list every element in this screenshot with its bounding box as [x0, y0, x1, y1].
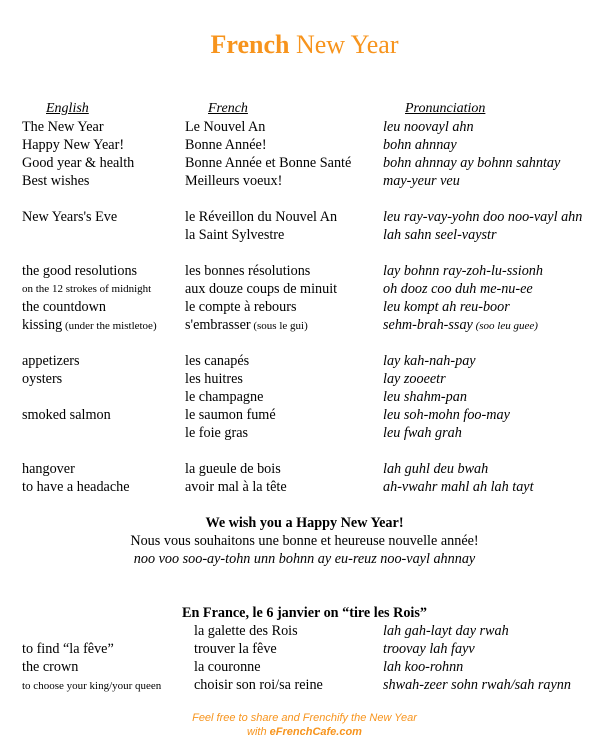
pronunciation-term: lah guhl deu bwah	[383, 461, 489, 477]
french-term: Bonne Année et Bonne Santé	[185, 155, 352, 171]
english-term: the countdown	[22, 299, 106, 315]
vocab-row	[0, 226, 609, 244]
vocab-row	[0, 424, 609, 442]
french-term: trouver la fêve	[194, 641, 277, 657]
french-term: le foie gras	[185, 425, 249, 441]
french-term: avoir mal à la tête	[185, 479, 287, 495]
pronunciation-term: ah-vwahr mahl ah lah tayt	[383, 479, 534, 495]
vocab-row	[0, 388, 609, 406]
english-term: the crown	[22, 659, 79, 675]
english-note: (under the mistletoe)	[62, 320, 157, 332]
english-term	[22, 316, 157, 335]
vocab-row	[0, 118, 609, 136]
vocab-row	[0, 316, 609, 334]
vocab-row	[0, 172, 609, 190]
site-link[interactable]: eFrenchCafe.com	[269, 726, 362, 738]
english-term: to choose your king/your queen	[22, 680, 162, 692]
vocab-row	[0, 280, 609, 298]
footer-with: with	[247, 726, 270, 738]
english-term: Best wishes	[22, 173, 90, 189]
vocab-row	[0, 154, 609, 172]
pronunciation-term: troovay lah fayv	[383, 641, 475, 657]
wish-pronunciation: noo voo soo-ay-tohn unn bohnn ay eu-reuz noo-vayl ahnnay	[133, 551, 476, 567]
header-english: English	[46, 101, 89, 116]
pronunciation-term: lah gah-layt day rwah	[383, 623, 509, 639]
french-term: Meilleurs voeux!	[185, 173, 283, 189]
vocab-row	[0, 370, 609, 388]
english-term: appetizers	[22, 353, 80, 369]
wish-french: Nous vous souhaitons une bonne et heureuse nouvelle année!	[130, 533, 479, 549]
french-note: (sous le gui)	[250, 320, 308, 332]
french-term: choisir son roi/sa reine	[194, 677, 323, 693]
vocab-row	[0, 208, 609, 226]
english-term: oysters	[22, 371, 63, 387]
vocab-row	[0, 352, 609, 370]
pronunciation-term: may-yeur veu	[383, 173, 460, 189]
french-term: la Saint Sylvestre	[185, 227, 285, 243]
vocab-row	[0, 478, 609, 496]
rois-heading: En France, le 6 janvier on “tire les Rois”	[182, 605, 427, 621]
rois-row	[0, 622, 609, 640]
vocab-row	[0, 136, 609, 154]
french-term: Le Nouvel An	[185, 119, 266, 135]
french-main: s'embrasser	[185, 317, 251, 333]
footer-share-line: Feel free to share and Frenchify the New Year	[192, 712, 417, 724]
english-term: Good year & health	[22, 155, 135, 171]
french-term: la gueule de bois	[185, 461, 281, 477]
rois-row	[0, 676, 609, 694]
vocab-row	[0, 298, 609, 316]
pronunciation-term: lay zooeetr	[383, 371, 446, 387]
wish-heading: We wish you a Happy New Year!	[205, 515, 404, 531]
pronunciation-term: lay bohnn ray-zoh-lu-ssionh	[383, 263, 543, 279]
pronunciation-term: leu fwah grah	[383, 425, 462, 441]
pronunciation-term: lay kah-nah-pay	[383, 353, 476, 369]
english-term: smoked salmon	[22, 407, 111, 423]
pronunciation-term: leu kompt ah reu-boor	[383, 299, 510, 315]
rois-row	[0, 658, 609, 676]
pronunciation-term: leu ray-vay-yohn doo noo-vayl ahn	[383, 209, 583, 225]
footer-site-line	[0, 725, 609, 739]
vocab-row	[0, 262, 609, 280]
french-term: le Réveillon du Nouvel An	[185, 209, 338, 225]
english-term: to have a headache	[22, 479, 130, 495]
french-term: aux douze coups de minuit	[185, 281, 338, 297]
english-term: to find “la fêve”	[22, 641, 114, 657]
english-term: on the 12 strokes of midnight	[22, 283, 152, 295]
english-term: Happy New Year!	[22, 137, 125, 153]
french-term: le compte à rebours	[185, 299, 297, 315]
vocab-row	[0, 406, 609, 424]
pronunciation-term	[383, 316, 538, 335]
french-term: le champagne	[185, 389, 264, 405]
english-term: The New Year	[22, 119, 104, 135]
french-term: les huitres	[185, 371, 243, 387]
pronunciation-term: leu soh-mohn foo-may	[383, 407, 510, 423]
header-pronunciation: Pronunciation	[405, 101, 486, 116]
title-french: French	[210, 30, 290, 59]
english-term: hangover	[22, 461, 75, 477]
page-title	[0, 30, 609, 60]
french-term: les canapés	[185, 353, 250, 369]
pronunciation-term: oh dooz coo duh me-nu-ee	[383, 281, 533, 297]
french-term: le saumon fumé	[185, 407, 276, 423]
vocab-row	[0, 460, 609, 478]
header-french: French	[208, 101, 248, 116]
pronunciation-note: (soo leu guee)	[472, 320, 538, 332]
pronunciation-main: sehm-brah-ssay	[383, 317, 473, 333]
english-main: kissing	[22, 317, 63, 333]
english-term: New Years's Eve	[22, 209, 118, 225]
title-new-year: New Year	[289, 30, 399, 59]
french-term: la galette des Rois	[194, 623, 298, 639]
french-term: Bonne Année!	[185, 137, 267, 153]
rois-row	[0, 640, 609, 658]
pronunciation-term: bohn ahnnay	[383, 137, 457, 153]
english-term: the good resolutions	[22, 263, 138, 279]
pronunciation-term: leu shahm-pan	[383, 389, 467, 405]
pronunciation-term: lah sahn seel-vaystr	[383, 227, 497, 243]
pronunciation-term: lah koo-rohnn	[383, 659, 464, 675]
pronunciation-term: shwah-zeer sohn rwah/sah raynn	[383, 677, 571, 693]
french-term: les bonnes résolutions	[185, 263, 311, 279]
french-term	[185, 316, 308, 335]
pronunciation-term: leu noovayl ahn	[383, 119, 474, 135]
pronunciation-term: bohn ahnnay ay bohnn sahntay	[383, 155, 561, 171]
french-term: la couronne	[194, 659, 261, 675]
